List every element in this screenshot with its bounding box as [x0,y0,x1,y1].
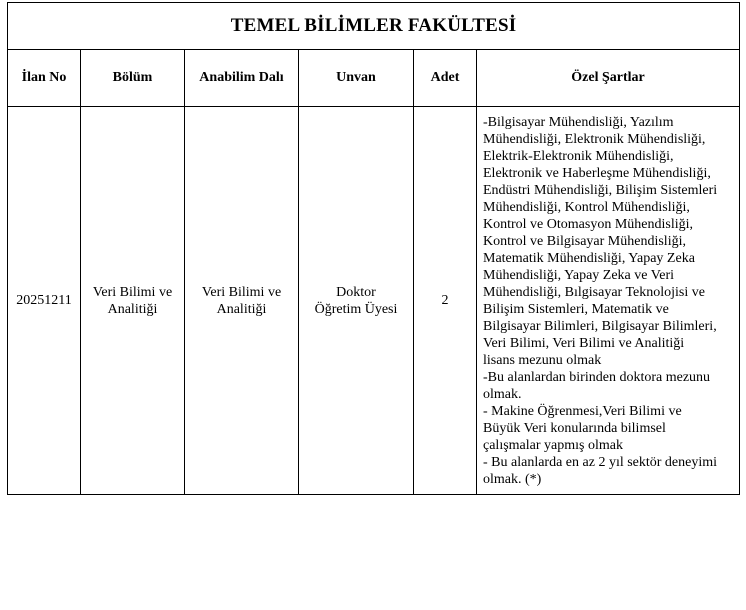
requirement-line: Elektronik ve Haberleşme Mühendisliği, [483,166,711,181]
header-ilan-no: İlan No [8,50,81,107]
faculty-title: TEMEL BİLİMLER FAKÜLTESİ [8,3,740,50]
requirement-line: -Bilgisayar Mühendisliği, Yazılım [483,115,674,130]
requirement-line: Elektrik-Elektronik Mühendisliği, [483,149,674,164]
unvan-line: Öğretim Üyesi [314,301,398,317]
requirement-line: Kontrol ve Bilgisayar Mühendisliği, [483,234,686,249]
requirement-line: Matematik Mühendisliği, Yapay Zeka [483,251,695,266]
cell-adet: 2 [414,107,477,495]
requirement-line: Mühendisliği, Yapay Zeka ve Veri [483,268,675,283]
requirement-line: - Makine Öğrenmesi,Veri Bilimi ve [483,404,682,419]
requirement-line: Mühendisliği, Elektronik Mühendisliği, [483,132,706,147]
unvan-line: Doktor [336,284,376,300]
requirement-line: Kontrol ve Otomasyon Mühendisliği, [483,217,693,232]
cell-anabilim-dali [185,107,299,495]
requirement-line: Mühendisliği, Kontrol Mühendisliği, [483,200,690,215]
cell-bolum [81,107,185,495]
cell-unvan [299,107,414,495]
requirement-line: Bilgisayar Bilimleri, Bilgisayar Bilimleri, [483,319,717,334]
position-table [7,2,740,495]
cell-ilan-no: 20251211 [8,107,81,495]
requirement-line: - Bu alanlarda en az 2 yıl sektör deneyimi [483,455,718,470]
bolum-line: Analitiği [107,301,158,317]
requirement-line: -Bu alanlardan birinden doktora mezunu [483,370,711,385]
anabilim-line: Veri Bilimi ve [201,284,282,300]
requirement-line: Bilişim Sistemleri, Matematik ve [483,302,669,317]
requirement-line: çalışmalar yapmış olmak [483,438,623,453]
header-anabilim-dali: Anabilim Dalı [185,50,299,107]
requirement-line: Büyük Veri konularında bilimsel [483,421,666,436]
requirement-line: Veri Bilimi, Veri Bilimi ve Analitiği [483,336,685,351]
header-bolum: Bölüm [81,50,185,107]
table-row [8,107,740,495]
header-adet: Adet [414,50,477,107]
anabilim-line: Analitiği [216,301,267,317]
header-ozel-sartlar: Özel Şartlar [477,50,740,107]
requirement-line: Mühendisliği, Bılgisayar Teknolojisi ve [483,285,705,300]
requirement-line: olmak. (*) [483,472,542,487]
header-row [8,50,740,107]
requirement-line: lisans mezunu olmak [483,353,602,368]
bolum-line: Veri Bilimi ve [92,284,173,300]
requirement-line: Endüstri Mühendisliği, Bilişim Sistemleri [483,183,718,198]
faculty-position-table-container [7,2,739,495]
header-unvan: Unvan [299,50,414,107]
cell-ozel-sartlar [477,107,740,495]
requirement-line: olmak. [483,387,522,402]
